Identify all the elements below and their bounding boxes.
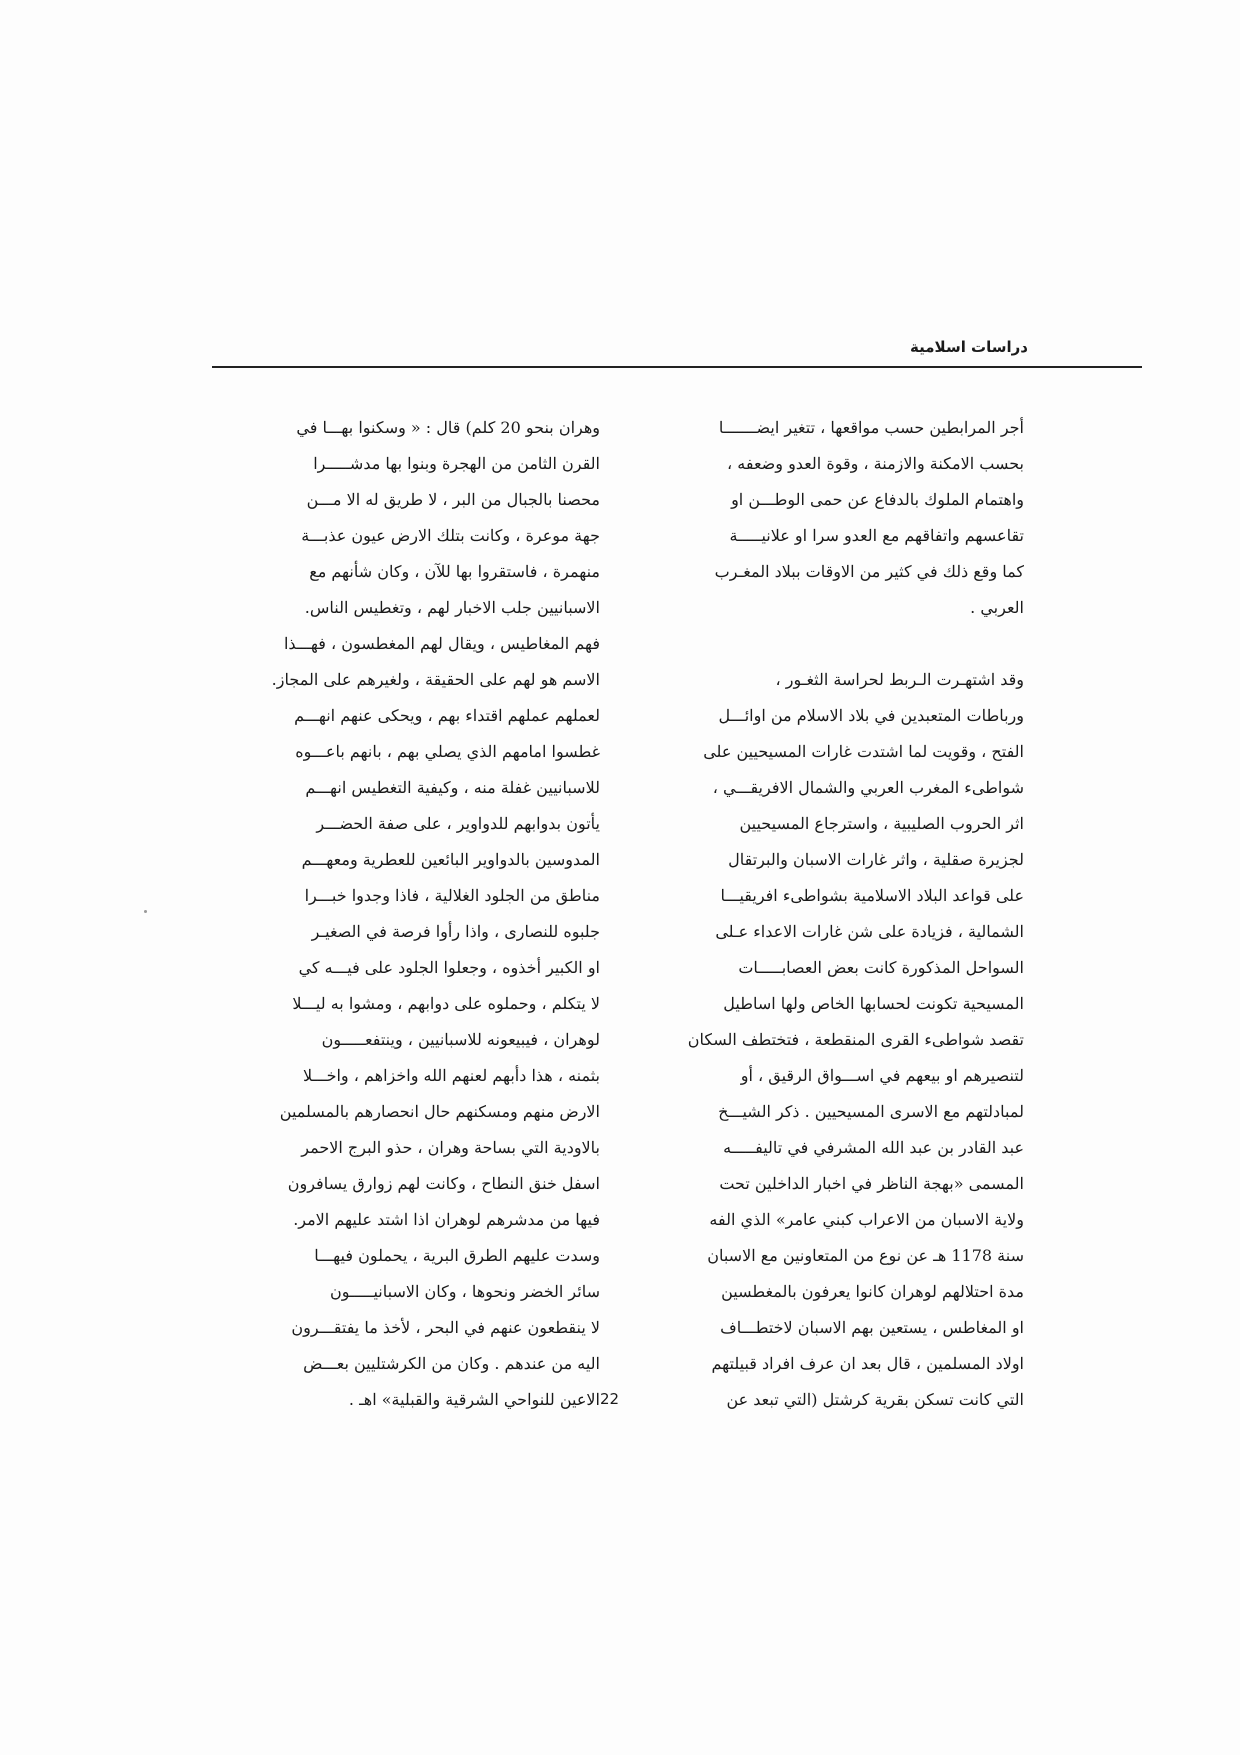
paragraph bbox=[634, 410, 1024, 626]
text-line: التي كانت تسكن بقرية كرشتل (التي تبعد عن bbox=[726, 1390, 1024, 1409]
text-line: فيها من مدشرهم لوهران اذا اشتد عليهم الامر. bbox=[293, 1210, 600, 1229]
text-line: وسدت عليهم الطرق البرية ، يحملون فيهـــا bbox=[314, 1246, 600, 1265]
text-line: السواحل المذكورة كانت بعض العصابـــــات bbox=[738, 958, 1024, 977]
text-line: لمبادلتهم مع الاسرى المسيحيين . ذكر الشيـــخ bbox=[718, 1102, 1024, 1121]
text-line: منهمرة ، فاستقروا بها للآن ، وكان شأنهم مع bbox=[309, 562, 600, 581]
text-line: الشمالية ، فزيادة على شن غارات الاعداء عـلى bbox=[715, 922, 1024, 941]
text-line: لا يتكلم ، وحملوه على دوابهم ، ومشوا به ليـــلا bbox=[292, 994, 600, 1013]
text-line: بحسب الامكنة والازمنة ، وقوة العدو وضعفه ، bbox=[727, 454, 1024, 473]
text-line: لا ينقطعون عنهم في البحر ، لأخذ ما يفتقـــرون bbox=[291, 1318, 600, 1337]
right-column bbox=[634, 410, 1024, 1418]
text-line: ولاية الاسبان من الاعراب كبني عامر» الذي الفه bbox=[709, 1210, 1024, 1229]
header-rule bbox=[212, 366, 1142, 368]
text-line: جلبوه للنصارى ، واذا رأوا فرصة في الصغيـر bbox=[311, 922, 600, 941]
text-line: المدوسين بالدواوير البائعين للعطرية ومعهـــم bbox=[301, 850, 600, 869]
text-line: لعملهم عملهم اقتداء بهم ، ويحكى عنهم انهـــم bbox=[294, 706, 600, 725]
text-line: للاسبانيين غفلة منه ، وكيفية التغطيس انهـــم bbox=[305, 778, 600, 797]
text-line: واهتمام الملوك بالدفاع عن حمى الوطـــن او bbox=[731, 490, 1024, 509]
text-line: الاعين للنواحي الشرقية والقبلية» اهـ . bbox=[348, 1390, 600, 1409]
text-line: المسمى «بهجة الناظر في اخبار الداخلين تحت bbox=[719, 1174, 1024, 1193]
text-line: كما وقع ذلك في كثير من الاوقات ببلاد المغـرب bbox=[714, 562, 1024, 581]
text-line: أجر المرابطين حسب مواقعها ، تتغير ايضـــــــا bbox=[718, 418, 1024, 437]
text-line: لتنصيرهم او بيعهم في اســـواق الرقيق ، أو bbox=[740, 1066, 1024, 1085]
text-line: ورباطات المتعبدين في بلاد الاسلام من اوائـــل bbox=[718, 706, 1024, 725]
text-line: وقد اشتهـرت الـربط لحراسة الثغـور ، bbox=[775, 670, 1024, 689]
text-line: عبد القادر بن عبد الله المشرفي في تاليفـــــه bbox=[723, 1138, 1024, 1157]
text-line: سائر الخضر ونحوها ، وكان الاسبانيـــــون bbox=[330, 1282, 600, 1301]
text-line: جهة موعرة ، وكانت بتلك الارض عيون عذبـــة bbox=[301, 526, 600, 545]
page-number: 22 bbox=[600, 1390, 620, 1408]
scan-speck bbox=[144, 910, 147, 913]
text-line: القرن الثامن من الهجرة وبنوا بها مدشـــــرا bbox=[313, 454, 600, 473]
text-line: لجزيرة صقلية ، واثر غارات الاسبان والبرتقال bbox=[728, 850, 1024, 869]
text-line: على قواعد البلاد الاسلامية بشواطىء افريقيـــا bbox=[720, 886, 1024, 905]
left-column bbox=[200, 410, 600, 1418]
text-line: العربي . bbox=[970, 598, 1024, 617]
text-line: فهم المغاطيس ، ويقال لهم المغطسون ، فهـــذا bbox=[283, 634, 600, 653]
text-line: اليه من عندهم . وكان من الكرشتليين بعـــض bbox=[303, 1354, 600, 1373]
text-line: وهران بنحو 20 كلم) قال : « وسكنوا بهـــا في bbox=[296, 418, 600, 437]
paragraph-gap bbox=[634, 626, 1024, 662]
text-line: مدة احتلالهم لوهران كانوا يعرفون بالمغطسين bbox=[721, 1282, 1024, 1301]
text-line: اثر الحروب الصليبية ، واسترجاع المسيحيين bbox=[739, 814, 1024, 833]
text-line: بثمنه ، هذا دأبهم لعنهم الله واخزاهم ، واخـــلا bbox=[302, 1066, 600, 1085]
text-line: اولاد المسلمين ، قال بعد ان عرف افراد قبيلتهم bbox=[711, 1354, 1024, 1373]
text-line: او الكبير أخذوه ، وجعلوا الجلود على فيـــه كي bbox=[298, 958, 600, 977]
text-line: الاسبانيين جلب الاخبار لهم ، وتغطيس الناس. bbox=[304, 598, 600, 617]
text-line: لوهران ، فيبيعونه للاسبانيين ، وينتفعـــــون bbox=[321, 1030, 600, 1049]
text-line: غطسوا امامهم الذي يصلي بهم ، بانهم باعـــوه bbox=[295, 742, 600, 761]
text-line: يأتون بدوابهم للدواوير ، على صفة الحضـــر bbox=[316, 814, 600, 833]
text-line: الفتح ، وقويت لما اشتدت غارات المسيحيين على bbox=[703, 742, 1024, 761]
text-line: شواطىء المغرب العربي والشمال الافريقـــي ، bbox=[712, 778, 1024, 797]
text-line: محصنا بالجبال من البر ، لا طريق له الا مـــن bbox=[306, 490, 600, 509]
text-line: او المغاطس ، يستعين بهم الاسبان لاختطـــاف bbox=[720, 1318, 1024, 1337]
text-line: تقصد شواطىء القرى المنقطعة ، فتختطف السكان bbox=[687, 1030, 1024, 1049]
text-line: الارض منهم ومسكنهم حال انحصارهم بالمسلمين bbox=[279, 1102, 600, 1121]
text-line: مناطق من الجلود الغلالية ، فاذا وجدوا خبـــرا bbox=[304, 886, 600, 905]
text-line: المسيحية تكونت لحسابها الخاص ولها اساطيل bbox=[723, 994, 1024, 1013]
text-line: الاسم هو لهم على الحقيقة ، ولغيرهم على المجاز. bbox=[271, 670, 600, 689]
paragraph bbox=[634, 662, 1024, 1418]
running-header: دراسات اسلامية bbox=[910, 338, 1028, 356]
text-line: سنة 1178 هـ عن نوع من المتعاونين مع الاسبان bbox=[707, 1246, 1024, 1265]
text-line: تقاعسهم واتفاقهم مع العدو سرا او علانيـــــة bbox=[729, 526, 1024, 545]
text-line: اسفل خنق النطاح ، وكانت لهم زوارق يسافرون bbox=[287, 1174, 600, 1193]
text-line: بالاودية التي بساحة وهران ، حذو البرج الاحمر bbox=[301, 1138, 600, 1157]
